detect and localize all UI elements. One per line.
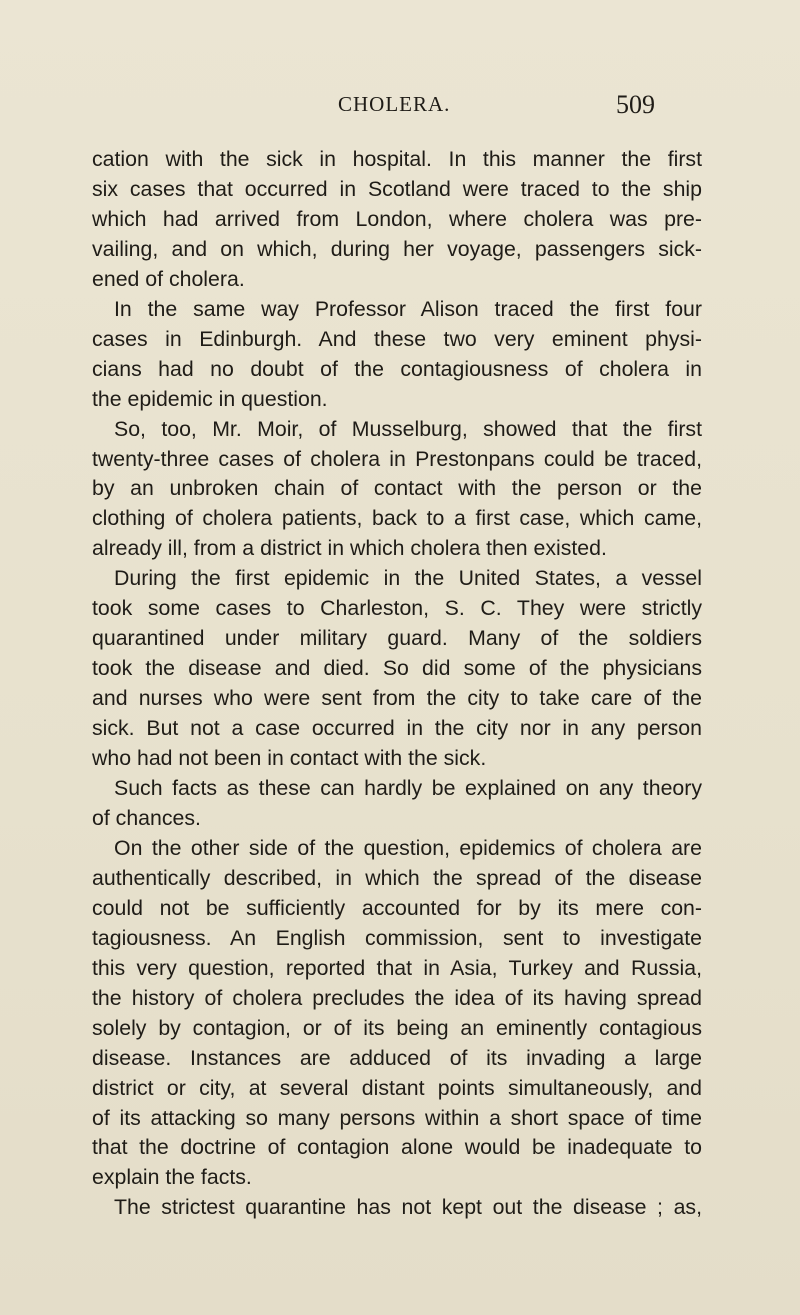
text-line: and nurses who were sent from the city to take care of the	[92, 686, 702, 711]
text-line: district or city, at several distant points simultaneously, and	[92, 1075, 702, 1100]
text-line: the history of cholera precludes the idea of its having spread	[92, 985, 702, 1010]
text-line: this very question, reported that in Asia, Turkey and Russia,	[92, 955, 702, 980]
text-line: quarantined under military guard. Many of the soldiers	[92, 626, 702, 651]
page-header	[0, 92, 800, 126]
text-line: who had not been in contact with the sick.	[92, 746, 487, 771]
text-line: In the same way Professor Alison traced the first four	[114, 296, 702, 321]
text-line: took the disease and died. So did some of the physicians	[92, 656, 702, 681]
text-line: twenty-three cases of cholera in Prestonpans could be traced,	[92, 446, 702, 471]
text-line: took some cases to Charleston, S. C. They were strictly	[92, 596, 702, 621]
text-line: tagiousness. An English commission, sent to investigate	[92, 925, 702, 950]
text-line: sick. But not a case occurred in the city nor in any person	[92, 716, 702, 741]
text-line: the epidemic in question.	[92, 386, 328, 411]
text-line: clothing of cholera patients, back to a first case, which came,	[92, 506, 702, 531]
body-text	[92, 145, 702, 1223]
page-number: 509	[616, 90, 655, 119]
text-line: So, too, Mr. Moir, of Musselburg, showed that the first	[114, 416, 702, 441]
text-line: vailing, and on which, during her voyage, passengers sick-	[92, 236, 702, 261]
text-line: which had arrived from London, where cholera was pre-	[92, 206, 702, 231]
text-line: cation with the sick in hospital. In this manner the first	[92, 147, 702, 171]
text-line: of its attacking so many persons within a short space of time	[92, 1105, 702, 1130]
text-line: On the other side of the question, epidemics of cholera are	[114, 835, 702, 860]
text-line: by an unbroken chain of contact with the person or the	[92, 476, 702, 501]
text-line: explain the facts.	[92, 1165, 252, 1190]
text-line: six cases that occurred in Scotland were traced to the ship	[92, 176, 702, 201]
text-line: The strictest quarantine has not kept out the disease ; as,	[114, 1195, 702, 1220]
text-line: cians had no doubt of the contagiousness of cholera in	[92, 356, 702, 381]
text-line: authentically described, in which the spread of the disease	[92, 865, 702, 890]
text-line: that the doctrine of contagion alone would be inadequate to	[92, 1135, 702, 1160]
text-line: disease. Instances are adduced of its invading a large	[92, 1045, 702, 1070]
text-line: Such facts as these can hardly be explained on any theory	[114, 776, 702, 801]
text-line: solely by contagion, or of its being an eminently contagious	[92, 1015, 702, 1040]
text-line: cases in Edinburgh. And these two very eminent physi-	[92, 326, 702, 351]
running-head: CHOLERA.	[338, 92, 451, 116]
text-line: already ill, from a district in which cholera then existed.	[92, 536, 607, 561]
text-line: could not be sufficiently accounted for by its mere con-	[92, 895, 702, 920]
text-line: ened of cholera.	[92, 266, 245, 291]
text-line: During the first epidemic in the United States, a vessel	[114, 566, 702, 591]
text-line: of chances.	[92, 805, 201, 830]
